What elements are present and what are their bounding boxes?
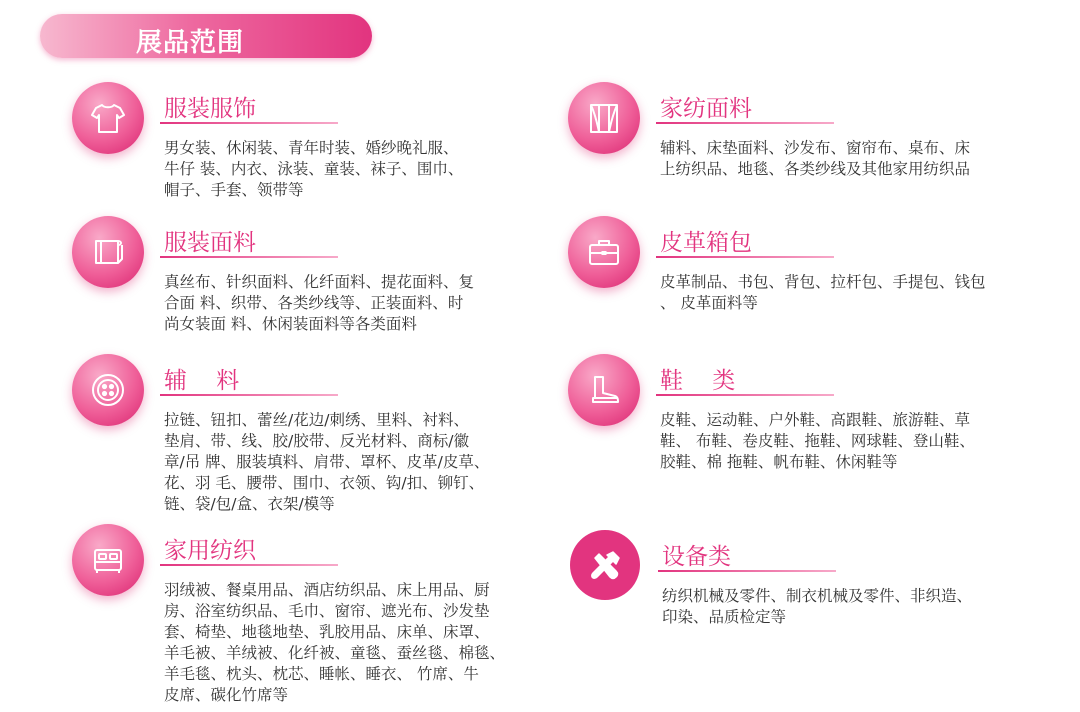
category-fabrics [72, 216, 542, 336]
category-title-equipment: 设备类 [662, 544, 731, 570]
item-line: 胶鞋、棉 拖鞋、帆布鞋、休闲鞋等 [660, 453, 898, 471]
category-title-apparel: 服装服饰 [164, 96, 256, 122]
apparel-icon-badge [72, 82, 144, 154]
item-line: 牛仔 装、内衣、泳装、童装、袜子、围巾、 [164, 160, 464, 178]
bed-icon [88, 540, 128, 580]
tools-icon [586, 546, 626, 586]
category-title-home-textile: 家用纺织 [164, 538, 256, 564]
title-underline [656, 394, 834, 396]
category-items-fabrics [164, 272, 474, 335]
home-textile-icon-badge [72, 524, 144, 596]
category-home-fabrics [568, 82, 1038, 192]
item-line: 章/吊 牌、服装填料、肩带、罩杯、皮革/皮草、 [164, 453, 490, 471]
item-line: 链、袋/包/盒、衣架/模等 [164, 495, 335, 513]
item-line: 羊毛毯、枕头、枕芯、睡帐、睡衣、 竹席、牛 [164, 665, 479, 683]
category-items-leather-bags [660, 272, 986, 314]
item-line: 房、浴室纺织品、毛巾、窗帘、遮光布、沙发垫 [164, 602, 490, 620]
leather-bags-icon-badge [568, 216, 640, 288]
title-underline [160, 256, 338, 258]
title-underline [658, 570, 836, 572]
item-line: 上纺织品、地毯、各类纱线及其他家用纺织品 [660, 160, 971, 178]
item-line: 花、羽 毛、腰带、围巾、衣领、钩/扣、铆钉、 [164, 474, 485, 492]
fabric-roll-icon [88, 232, 128, 272]
category-items-home-fabrics [660, 138, 970, 180]
category-accessories [72, 354, 552, 514]
item-line: 真丝布、针织面料、化纤面料、提花面料、复 [164, 273, 475, 291]
tshirt-icon [88, 98, 128, 138]
shoes-icon-badge [568, 354, 640, 426]
category-leather-bags [568, 216, 1048, 326]
title-underline [160, 394, 338, 396]
category-items-equipment [662, 586, 972, 628]
section-title: 展品范围 [136, 28, 245, 58]
category-home-textile [72, 524, 552, 704]
category-items-shoes [660, 410, 975, 473]
category-items-home-textile [164, 580, 505, 706]
category-shoes [568, 354, 1048, 484]
item-line: 拉链、钮扣、蕾丝/花边/刺绣、里料、衬料、 [164, 411, 469, 429]
title-underline [160, 564, 338, 566]
item-line: 垫肩、带、线、胶/胶带、反光材料、商标/徽 [164, 432, 469, 450]
item-line: 男女装、休闲装、青年时装、婚纱晚礼服、 [164, 139, 459, 157]
button-icon [88, 370, 128, 410]
item-line: 尚女装面 料、休闲装面料等各类面料 [164, 315, 417, 333]
accessories-icon-badge [72, 354, 144, 426]
item-line: 皮席、碳化竹席等 [164, 686, 289, 704]
category-items-accessories [164, 410, 489, 515]
item-line: 羊毛被、羊绒被、化纤被、童毯、蚕丝毯、棉毯、 [164, 644, 506, 662]
category-title-shoes: 鞋 类 [660, 368, 736, 394]
home-fabrics-icon-badge [568, 82, 640, 154]
category-title-accessories: 辅 料 [164, 368, 240, 394]
title-underline [656, 122, 834, 124]
item-line: 皮革制品、书包、背包、拉杆包、手提包、钱包 [660, 273, 986, 291]
item-line: 辅料、床垫面料、沙发布、窗帘布、桌布、床 [660, 139, 971, 157]
category-title-home-fabrics: 家纺面料 [660, 96, 752, 122]
item-line: 鞋、 布鞋、卷皮鞋、拖鞋、网球鞋、登山鞋、 [660, 432, 975, 450]
category-items-apparel [164, 138, 463, 201]
category-equipment [570, 530, 1050, 640]
item-line: 帽子、手套、领带等 [164, 181, 304, 199]
item-line: 合面 料、织带、各类纱线等、正装面料、时 [164, 294, 464, 312]
category-apparel [72, 82, 542, 202]
category-title-fabrics: 服装面料 [164, 230, 256, 256]
item-line: 皮鞋、运动鞋、户外鞋、高跟鞋、旅游鞋、草 [660, 411, 971, 429]
item-line: 羽绒被、餐桌用品、酒店纺织品、床上用品、厨 [164, 581, 490, 599]
item-line: 印染、品质检定等 [662, 608, 787, 626]
fabrics-icon-badge [72, 216, 144, 288]
item-line: 套、椅垫、地毯地垫、乳胶用品、床单、床罩、 [164, 623, 490, 641]
boot-icon [584, 370, 624, 410]
item-line: 、 皮革面料等 [660, 294, 758, 312]
curtain-icon [584, 98, 624, 138]
title-underline [160, 122, 338, 124]
briefcase-icon [584, 232, 624, 272]
item-line: 纺织机械及零件、制衣机械及零件、非织造、 [662, 587, 973, 605]
section-banner [40, 14, 372, 58]
title-underline [656, 256, 834, 258]
category-title-leather-bags: 皮革箱包 [660, 230, 752, 256]
equipment-icon-badge [570, 530, 640, 600]
